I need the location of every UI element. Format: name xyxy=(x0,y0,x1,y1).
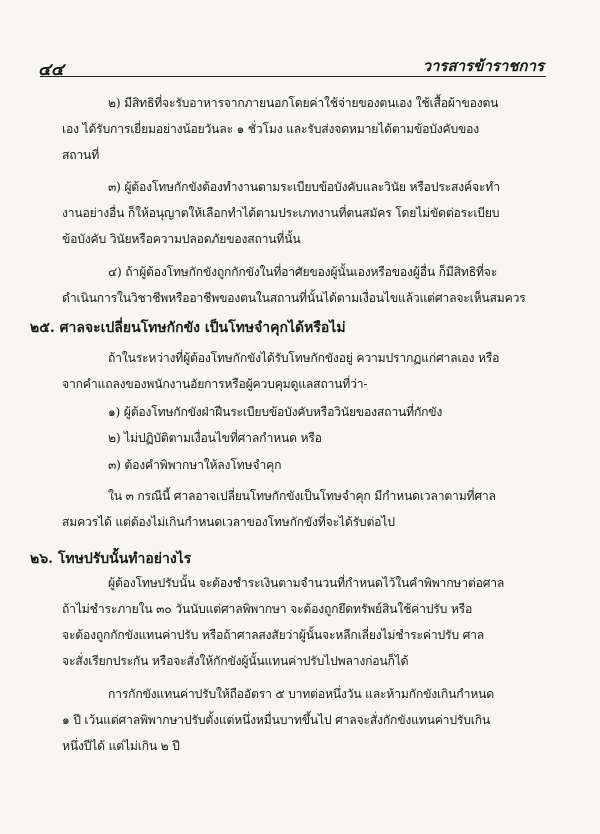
paragraph-line: จะต้องถูกกักขังแทนค่าปรับ หรือถ้าศาลสงสัยว่าผู้นั้นจะหลีกเลี่ยงไม่ชำระค่าปรับ ศาล xyxy=(62,628,485,642)
paragraph-line: การกักขังแทนค่าปรับให้ถืออัตรา ๕ บาทต่อหนึ่งวัน และห้ามกักขังเกินกำหนด xyxy=(108,687,494,701)
page-number: ๔๔ xyxy=(38,60,64,80)
section-heading xyxy=(30,317,346,339)
section-number: ๒๕. xyxy=(30,320,55,336)
paragraph-line: ผู้ต้องโทษปรับนั้น จะต้องชำระเงินตามจำนวนที่กำหนดไว้ในคำพิพากษาต่อศาล xyxy=(108,576,505,590)
section-title: ศาลจะเปลี่ยนโทษกักขัง เป็นโทษจำคุกได้หรือไม่ xyxy=(59,320,346,336)
paragraph-line: ๓) ผู้ต้องโทษกักขังต้องทำงานตามระเบียบข้อบังคับและวินัย หรือประสงค์จะทำ xyxy=(108,180,500,194)
paragraph-line: สถานที่ xyxy=(62,148,100,162)
paragraph-line: เอง ได้รับการเยี่ยมอย่างน้อยวันละ ๑ ชั่วโมง และรับส่งจดหมายได้ตามข้อบังคับของ xyxy=(62,122,480,136)
paragraph-line: จะสั่งเรียกประกัน หรือจะสั่งให้กักขังผู้นั้นแทนค่าปรับไปพลางก่อนก็ได้ xyxy=(62,654,409,668)
paragraph-line: สมควรได้ แต่ต้องไม่เกินกำหนดเวลาของโทษกักขังที่จะได้รับต่อไป xyxy=(62,515,395,529)
section-number: ๒๖. xyxy=(30,551,53,567)
list-item: ๒) ไม่ปฏิบัติตามเงื่อนไขที่ศาลกำหนด หรือ xyxy=(108,431,322,445)
paragraph-line: หนึ่งปีได้ แต่ไม่เกิน ๒ ปี xyxy=(62,739,180,753)
paragraph-line: ๑ ปี เว้นแต่ศาลพิพากษาปรับตั้งแต่หนึ่งหมื่นบาทขึ้นไป ศาลจะสั่งกักขังแทนค่าปรับเกิน xyxy=(62,713,491,727)
paragraph-line: ดำเนินการในวิชาชีพหรืออาชีพของตนในสถานที่นั้นได้ตามเงื่อนไขแล้วแต่ศาลจะเห็นสมควร xyxy=(62,291,526,305)
list-item: ๓) ต้องคำพิพากษาให้ลงโทษจำคุก xyxy=(108,458,282,472)
paragraph-line: ถ้าไม่ชำระภายใน ๓๐ วันนับแต่ศาลพิพากษา จะต้องถูกยึดทรัพย์สินใช้ค่าปรับ หรือ xyxy=(62,602,473,616)
paragraph-line: ๒) มีสิทธิที่จะรับอาหารจากภายนอกโดยค่าใช้จ่ายของตนเอง ใช้เสื้อผ้าของตน xyxy=(108,96,499,110)
paragraph-line: ข้อบังคับ วินัยหรือความปลอดภัยของสถานที่นั้น xyxy=(62,232,301,246)
paragraph-line: ๔) ถ้าผู้ต้องโทษกักขังถูกกักขังในที่อาศัยของผู้นั้นเองหรือของผู้อื่น ก็มีสิทธิที่จะ xyxy=(108,265,498,279)
section-heading xyxy=(30,548,191,570)
paragraph-line: จากคำแถลงของพนักงานอัยการหรือผู้ควบคุมดูแลสถานที่ว่า- xyxy=(62,377,368,391)
paragraph-line: ใน ๓ กรณีนี้ ศาลอาจเปลี่ยนโทษกักขังเป็นโทษจำคุก มีกำหนดเวลาตามที่ศาล xyxy=(108,489,496,503)
header-rule xyxy=(40,76,546,77)
section-title: โทษปรับนั้นทำอย่างไร xyxy=(57,551,192,567)
list-item: ๑) ผู้ต้องโทษกักขังฝ่าฝืนระเบียบข้อบังคับหรือวินัยของสถานที่กักขัง xyxy=(108,405,443,419)
paragraph-line: งานอย่างอื่น ก็ให้อนุญาตให้เลือกทำได้ตามประเภทงานที่ตนสมัคร โดยไม่ขัดต่อระเบียบ xyxy=(62,206,500,220)
paragraph-line: ถ้าในระหว่างที่ผู้ต้องโทษกักขังได้รับโทษกักขังอยู่ ความปรากฏแก่ศาลเอง หรือ xyxy=(108,351,500,365)
running-title: วารสารข้าราชการ xyxy=(422,57,544,75)
